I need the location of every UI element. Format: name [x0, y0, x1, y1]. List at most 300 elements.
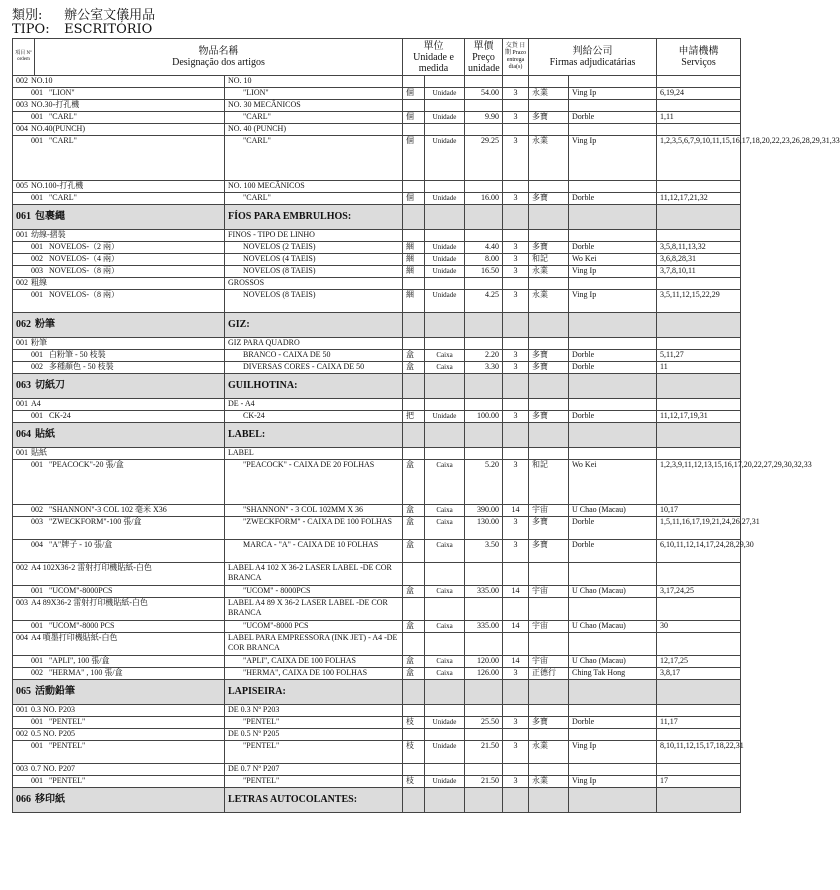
blank-cell	[503, 423, 529, 448]
section-title-zh	[13, 788, 225, 813]
table-row	[13, 741, 741, 764]
item-name-zh-cell	[13, 88, 225, 100]
table-header-row	[13, 39, 741, 76]
blank-cell	[503, 100, 529, 112]
blank-cell	[425, 313, 465, 338]
blank-cell	[465, 100, 503, 112]
services-list: 1,2,3,9,11,12,13,15,16,17,20,22,27,29,30,32,33	[657, 460, 741, 505]
unit-price: 390.00	[465, 505, 503, 517]
blank-cell	[529, 230, 569, 242]
blank-cell	[529, 705, 569, 717]
blank-cell	[425, 278, 465, 290]
services-list: 1,5,11,16,17,19,21,24,26,27,31	[657, 517, 741, 540]
blank-cell	[403, 423, 425, 448]
supplier-zh: 多寶	[529, 193, 569, 205]
section-row	[13, 788, 741, 813]
unit-zh: 綑	[403, 266, 425, 278]
subgroup-title-zh	[13, 764, 225, 776]
services-list: 3,5,11,12,15,22,29	[657, 290, 741, 313]
delivery-days: 14	[503, 621, 529, 633]
item-name-zh-cell	[13, 254, 225, 266]
unit-price: 3.50	[465, 540, 503, 563]
item-name-zh: NOVELOS-（8 兩）	[49, 290, 119, 299]
subgroup-row	[13, 598, 741, 621]
subgroup-code: 004	[16, 633, 28, 642]
subgroup-name-pt: DE 0.3 Nº P203	[225, 705, 403, 717]
services-list: 3,17,24,25	[657, 586, 741, 598]
services-list: 10,17	[657, 505, 741, 517]
blank-cell	[403, 124, 425, 136]
item-name-zh-cell	[13, 266, 225, 278]
subgroup-row	[13, 230, 741, 242]
col-unit-pt: Unidade e medida	[413, 51, 454, 74]
unit-zh: 綑	[403, 242, 425, 254]
unit-price: 120.00	[465, 656, 503, 668]
unit-pt: Unidade	[425, 266, 465, 278]
item-name-zh-cell	[13, 517, 225, 540]
item-code: 001	[31, 242, 43, 251]
supplier-pt: U Chao (Macau)	[569, 505, 657, 517]
blank-cell	[425, 374, 465, 399]
blank-cell	[657, 598, 741, 621]
table-row	[13, 193, 741, 205]
section-title-zh	[13, 205, 225, 230]
delivery-days: 3	[503, 193, 529, 205]
blank-cell	[425, 705, 465, 717]
col-unit	[403, 39, 465, 76]
unit-price: 16.00	[465, 193, 503, 205]
blank-cell	[465, 181, 503, 193]
item-name-pt: DIVERSAS CORES - CAIXA DE 50	[225, 362, 403, 374]
item-code: 002	[31, 362, 43, 371]
section-name-zh: 粉筆	[35, 319, 55, 330]
delivery-days: 3	[503, 254, 529, 266]
item-code: 001	[31, 586, 43, 595]
blank-cell	[465, 374, 503, 399]
blank-cell	[657, 729, 741, 741]
supplier-zh: 多寶	[529, 242, 569, 254]
unit-price: 5.20	[465, 460, 503, 505]
supplier-pt: Dorble	[569, 540, 657, 563]
unit-price: 100.00	[465, 411, 503, 423]
unit-zh: 盒	[403, 350, 425, 362]
unit-zh: 盒	[403, 460, 425, 505]
blank-cell	[657, 448, 741, 460]
subgroup-code: 002	[16, 278, 28, 287]
subgroup-code: 001	[16, 705, 28, 714]
item-code: 001	[31, 193, 43, 202]
unit-price: 54.00	[465, 88, 503, 100]
subgroup-title-zh	[13, 278, 225, 290]
blank-cell	[657, 680, 741, 705]
subgroup-name-zh: A4	[31, 399, 41, 408]
blank-cell	[425, 124, 465, 136]
col-price-zh: 單價	[473, 40, 494, 52]
subgroup-name-pt: NO. 100 MECÂNICOS	[225, 181, 403, 193]
item-code: 004	[31, 540, 43, 549]
item-name-pt: NOVELOS (2 TAEIS)	[225, 242, 403, 254]
services-list: 8,10,11,12,15,17,18,22,31	[657, 741, 741, 764]
delivery-days: 3	[503, 136, 529, 181]
blank-cell	[657, 788, 741, 813]
subgroup-name-pt: DE - A4	[225, 399, 403, 411]
blank-cell	[403, 76, 425, 88]
services-list: 12,17,25	[657, 656, 741, 668]
blank-cell	[465, 278, 503, 290]
delivery-days: 3	[503, 242, 529, 254]
blank-cell	[425, 598, 465, 621]
unit-pt: Caixa	[425, 540, 465, 563]
blank-cell	[657, 423, 741, 448]
services-list: 3,8,17	[657, 668, 741, 680]
supplier-pt: Ving Ip	[569, 776, 657, 788]
services-list: 1,11	[657, 112, 741, 124]
item-name-zh: "PEACOCK"-20 張/盒	[49, 460, 124, 469]
subgroup-title-zh	[13, 181, 225, 193]
blank-cell	[569, 230, 657, 242]
blank-cell	[529, 729, 569, 741]
item-name-pt: "PENTEL"	[225, 776, 403, 788]
unit-zh: 個	[403, 136, 425, 181]
unit-price: 4.25	[465, 290, 503, 313]
subgroup-name-zh: 粉筆	[31, 338, 47, 347]
item-code: 001	[31, 290, 43, 299]
blank-cell	[503, 448, 529, 460]
services-list: 1,2,3,5,6,7,9,10,11,15,16,17,18,20,22,23,26,28,29,31,33	[657, 136, 741, 181]
section-title-zh	[13, 313, 225, 338]
blank-cell	[465, 563, 503, 586]
item-name-zh: CK-24	[49, 411, 71, 420]
unit-price: 4.40	[465, 242, 503, 254]
item-name-zh-cell	[13, 290, 225, 313]
blank-cell	[403, 278, 425, 290]
unit-pt: Unidade	[425, 290, 465, 313]
col-item-no: 項目 Nº ordem	[13, 39, 35, 76]
item-name-pt: "UCOM"-8000 PCS	[225, 621, 403, 633]
table-row	[13, 411, 741, 423]
blank-cell	[569, 680, 657, 705]
blank-cell	[465, 205, 503, 230]
supplier-zh: 永業	[529, 776, 569, 788]
blank-cell	[657, 278, 741, 290]
subgroup-name-zh: A4 噴墨打印機貼紙-白色	[31, 633, 118, 642]
blank-cell	[529, 313, 569, 338]
supplier-zh: 多寶	[529, 411, 569, 423]
blank-cell	[425, 680, 465, 705]
item-name-pt: BRANCO - CAIXA DE 50	[225, 350, 403, 362]
blank-cell	[503, 764, 529, 776]
unit-pt: Unidade	[425, 776, 465, 788]
section-code: 064	[16, 429, 31, 440]
blank-cell	[529, 181, 569, 193]
blank-cell	[529, 448, 569, 460]
item-name-pt: "UCOM" - 8000PCS	[225, 586, 403, 598]
col-supplier	[529, 39, 657, 76]
subgroup-code: 002	[16, 729, 28, 738]
section-code: 062	[16, 319, 31, 330]
blank-cell	[529, 633, 569, 656]
blank-cell	[503, 374, 529, 399]
section-code: 061	[16, 211, 31, 222]
item-name-zh: "A"牌子 - 10 張/盒	[49, 540, 113, 549]
supplier-pt: Ching Tak Hong	[569, 668, 657, 680]
unit-pt: Caixa	[425, 350, 465, 362]
subgroup-title-zh	[13, 598, 225, 621]
supplier-pt: Dorble	[569, 193, 657, 205]
subgroup-code: 002	[16, 563, 28, 572]
supplier-pt: Ving Ip	[569, 88, 657, 100]
subgroup-title-zh	[13, 448, 225, 460]
subgroup-name-pt: NO. 30 MECÂNICOS	[225, 100, 403, 112]
subgroup-row	[13, 764, 741, 776]
col-services-pt: Serviços	[681, 57, 716, 68]
table-row	[13, 266, 741, 278]
blank-cell	[569, 705, 657, 717]
table-row	[13, 136, 741, 181]
blank-cell	[569, 598, 657, 621]
subgroup-code: 001	[16, 448, 28, 457]
delivery-days: 3	[503, 517, 529, 540]
item-name-zh-cell	[13, 540, 225, 563]
blank-cell	[657, 338, 741, 350]
blank-cell	[403, 633, 425, 656]
delivery-days: 3	[503, 741, 529, 764]
delivery-days: 3	[503, 776, 529, 788]
supplier-pt: Dorble	[569, 362, 657, 374]
item-name-zh: "ZWECKFORM"-100 張/盒	[49, 517, 142, 526]
unit-pt: Unidade	[425, 242, 465, 254]
col-unit-zh: 單位	[423, 40, 444, 52]
subgroup-code: 003	[16, 100, 28, 109]
item-code: 001	[31, 460, 43, 469]
services-list: 11,12,17,21,32	[657, 193, 741, 205]
item-name-zh-cell	[13, 621, 225, 633]
item-name-zh: "SHANNON"-3 COL 102 毫米 X36	[49, 505, 167, 514]
blank-cell	[503, 181, 529, 193]
blank-cell	[425, 563, 465, 586]
item-name-zh: 白粉筆 - 50 枝裝	[49, 350, 106, 359]
price-table	[12, 38, 840, 813]
blank-cell	[503, 205, 529, 230]
blank-cell	[465, 448, 503, 460]
unit-price: 21.50	[465, 776, 503, 788]
subgroup-code: 001	[16, 399, 28, 408]
blank-cell	[529, 76, 569, 88]
col-designation	[35, 39, 403, 76]
item-name-zh: "UCOM"-8000 PCS	[49, 621, 115, 630]
blank-cell	[403, 399, 425, 411]
supplier-zh: 正德行	[529, 668, 569, 680]
supplier-pt: Dorble	[569, 112, 657, 124]
blank-cell	[425, 399, 465, 411]
col-delivery: 交貨 日期 Prazo entrega dia(s)	[503, 39, 529, 76]
delivery-days: 3	[503, 362, 529, 374]
subgroup-code: 003	[16, 764, 28, 773]
unit-price: 2.20	[465, 350, 503, 362]
blank-cell	[425, 181, 465, 193]
supplier-zh: 多寶	[529, 112, 569, 124]
item-code: 001	[31, 776, 43, 785]
item-name-zh-cell	[13, 586, 225, 598]
unit-pt: Unidade	[425, 193, 465, 205]
blank-cell	[503, 729, 529, 741]
subgroup-code: 001	[16, 230, 28, 239]
item-name-pt: NOVELOS (8 TAEIS)	[225, 266, 403, 278]
blank-cell	[503, 399, 529, 411]
blank-cell	[425, 448, 465, 460]
item-name-pt: NOVELOS (8 TAEIS)	[225, 290, 403, 313]
supplier-zh: 永業	[529, 741, 569, 764]
services-list: 11,17	[657, 717, 741, 729]
unit-price: 335.00	[465, 586, 503, 598]
blank-cell	[569, 399, 657, 411]
section-code: 065	[16, 686, 31, 697]
blank-cell	[403, 448, 425, 460]
unit-pt: Caixa	[425, 668, 465, 680]
unit-price: 25.50	[465, 717, 503, 729]
blank-cell	[425, 423, 465, 448]
section-row	[13, 680, 741, 705]
blank-cell	[403, 181, 425, 193]
item-name-pt: "SHANNON" - 3 COL 102MM X 36	[225, 505, 403, 517]
supplier-pt: Dorble	[569, 242, 657, 254]
blank-cell	[529, 338, 569, 350]
services-list: 5,11,27	[657, 350, 741, 362]
unit-zh: 把	[403, 411, 425, 423]
col-services	[657, 39, 741, 76]
supplier-zh: 多寶	[529, 350, 569, 362]
delivery-days: 14	[503, 505, 529, 517]
blank-cell	[569, 448, 657, 460]
unit-zh: 個	[403, 193, 425, 205]
item-code: 001	[31, 350, 43, 359]
subgroup-code: 002	[16, 76, 28, 85]
blank-cell	[529, 423, 569, 448]
unit-price: 130.00	[465, 517, 503, 540]
section-name-zh: 活動鉛筆	[35, 686, 75, 697]
type-line	[12, 22, 152, 38]
item-name-zh: "UCOM"-8000PCS	[49, 586, 113, 595]
blank-cell	[657, 313, 741, 338]
blank-cell	[425, 100, 465, 112]
table-row	[13, 668, 741, 680]
table-row	[13, 460, 741, 505]
item-name-pt: "HERMA", CAIXA DE 100 FOLHAS	[225, 668, 403, 680]
table-row	[13, 505, 741, 517]
blank-cell	[503, 705, 529, 717]
subgroup-title-zh	[13, 338, 225, 350]
unit-zh: 盒	[403, 517, 425, 540]
delivery-days: 3	[503, 290, 529, 313]
col-price-pt: Preço unidade	[468, 51, 500, 74]
item-name-zh-cell	[13, 656, 225, 668]
subgroup-row	[13, 181, 741, 193]
blank-cell	[465, 230, 503, 242]
unit-pt: Unidade	[425, 254, 465, 266]
blank-cell	[403, 729, 425, 741]
item-name-zh: "LION"	[49, 88, 75, 97]
blank-cell	[569, 278, 657, 290]
services-list: 6,10,11,12,14,17,24,28,29,30	[657, 540, 741, 563]
subgroup-name-zh: NO.100-打孔機	[31, 181, 84, 190]
blank-cell	[569, 205, 657, 230]
supplier-zh: 多寶	[529, 517, 569, 540]
blank-cell	[657, 181, 741, 193]
item-name-zh-cell	[13, 136, 225, 181]
item-name-pt: "PEACOCK" - CAIXA DE 20 FOLHAS	[225, 460, 403, 505]
blank-cell	[529, 205, 569, 230]
blank-cell	[569, 633, 657, 656]
section-name-zh: 切紙刀	[35, 380, 65, 391]
unit-zh: 枝	[403, 776, 425, 788]
blank-cell	[503, 598, 529, 621]
services-list: 11	[657, 362, 741, 374]
blank-cell	[403, 788, 425, 813]
section-row	[13, 205, 741, 230]
blank-cell	[425, 729, 465, 741]
unit-zh: 枝	[403, 741, 425, 764]
item-name-zh-cell	[13, 668, 225, 680]
blank-cell	[403, 680, 425, 705]
blank-cell	[569, 788, 657, 813]
col-designation-pt: Designação dos artigos	[172, 57, 265, 68]
item-name-zh-cell	[13, 717, 225, 729]
blank-cell	[569, 423, 657, 448]
section-name-pt: LAPISEIRA:	[225, 680, 403, 705]
section-name-zh: 貼紙	[35, 429, 55, 440]
item-name-zh-cell	[13, 193, 225, 205]
blank-cell	[465, 423, 503, 448]
blank-cell	[465, 729, 503, 741]
blank-cell	[503, 338, 529, 350]
supplier-zh: 多寶	[529, 540, 569, 563]
subgroup-name-zh: A4 89X36-2 雷射打印機貼紙-白色	[31, 598, 148, 607]
unit-zh: 個	[403, 112, 425, 124]
item-code: 002	[31, 505, 43, 514]
unit-price: 9.90	[465, 112, 503, 124]
unit-zh: 綑	[403, 254, 425, 266]
subgroup-title-zh	[13, 633, 225, 656]
blank-cell	[503, 633, 529, 656]
unit-pt: Caixa	[425, 586, 465, 598]
supplier-zh: 永業	[529, 266, 569, 278]
blank-cell	[657, 100, 741, 112]
subgroup-row	[13, 448, 741, 460]
unit-pt: Caixa	[425, 460, 465, 505]
table-row	[13, 242, 741, 254]
subgroup-row	[13, 338, 741, 350]
subgroup-code: 005	[16, 181, 28, 190]
blank-cell	[569, 563, 657, 586]
blank-cell	[569, 338, 657, 350]
supplier-pt: Wo Kei	[569, 254, 657, 266]
unit-pt: Unidade	[425, 741, 465, 764]
unit-zh: 盒	[403, 586, 425, 598]
unit-zh: 個	[403, 88, 425, 100]
subgroup-name-zh: 0.5 NO. P205	[31, 729, 76, 738]
delivery-days: 3	[503, 540, 529, 563]
blank-cell	[657, 633, 741, 656]
blank-cell	[503, 313, 529, 338]
blank-cell	[403, 338, 425, 350]
subgroup-row	[13, 729, 741, 741]
blank-cell	[465, 764, 503, 776]
col-designation-zh: 物品名稱	[198, 46, 239, 57]
subgroup-name-zh: 0.7 NO. P207	[31, 764, 76, 773]
blank-cell	[657, 124, 741, 136]
subgroup-name-pt: GROSSOS	[225, 278, 403, 290]
services-list: 30	[657, 621, 741, 633]
